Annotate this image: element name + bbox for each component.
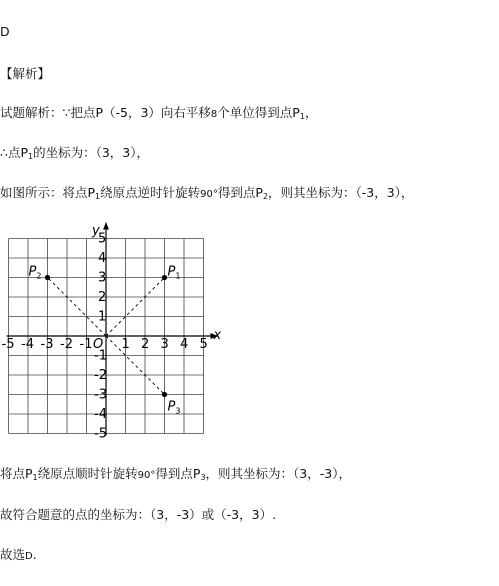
line1-part-a: 试题解析：∵把点P（-5，3）向右平移 bbox=[0, 105, 211, 120]
x-tick-label: -2 bbox=[60, 337, 73, 352]
solution-line-4 bbox=[0, 464, 351, 482]
line1-part-b: 个单位得到点P bbox=[217, 105, 300, 120]
line2-subscript: 1 bbox=[28, 152, 34, 161]
y-tick-label: 4 bbox=[98, 251, 107, 266]
answer-text: D bbox=[0, 24, 10, 39]
x-axis-label: x bbox=[213, 328, 222, 343]
solution-line-1 bbox=[0, 103, 317, 121]
x-tick-label: 4 bbox=[180, 337, 189, 352]
line1-part-c: ， bbox=[304, 105, 318, 120]
x-tick-label: 2 bbox=[141, 337, 150, 352]
dashed-segment-p1 bbox=[106, 278, 165, 337]
origin-label: O bbox=[93, 337, 104, 352]
x-tick-label: 1 bbox=[121, 337, 130, 352]
line4-degree: 90° bbox=[137, 470, 156, 481]
y-axis-arrow bbox=[103, 223, 109, 230]
line2-part-a: ∴点P bbox=[0, 145, 28, 160]
solution-line-3 bbox=[0, 183, 413, 201]
point-p1 bbox=[162, 275, 167, 280]
point-label-subscript: 3 bbox=[175, 406, 181, 416]
line3-part-b: 绕原点逆时针旋转 bbox=[100, 185, 201, 200]
solution-line-2 bbox=[0, 143, 149, 161]
dashed-segment-p3 bbox=[106, 336, 165, 395]
y-tick-label: 5 bbox=[98, 231, 107, 247]
x-tick-label: -1 bbox=[79, 337, 93, 352]
line3-subscript-2: 2 bbox=[262, 192, 269, 201]
line2-part-b: 的坐标为：（3，3）， bbox=[33, 145, 149, 160]
line3-part-a: 如图所示：将点P bbox=[0, 185, 96, 200]
point-label-p1: $P_1$ bbox=[167, 264, 181, 281]
line4-part-c: 得到点P bbox=[155, 466, 201, 481]
line4-subscript-1: 1 bbox=[32, 473, 38, 482]
point-label-p2: $P_2$ bbox=[28, 264, 42, 281]
line6-part-a: 故选 bbox=[0, 547, 26, 562]
line4-subscript-2: 3 bbox=[200, 473, 206, 482]
x-tick-label: -4 bbox=[21, 337, 34, 352]
line6-answer: D bbox=[25, 551, 33, 562]
y-tick-label: -5 bbox=[94, 426, 107, 442]
dashed-segment-p2 bbox=[48, 278, 107, 337]
point-label-subscript: 1 bbox=[175, 271, 181, 281]
point-p3 bbox=[162, 392, 167, 397]
coordinate-plane bbox=[0, 222, 230, 446]
y-axis-label: y bbox=[92, 223, 100, 239]
y-tick-label: -2 bbox=[94, 368, 107, 383]
point-label-subscript: 2 bbox=[36, 271, 42, 281]
x-tick-label: -3 bbox=[40, 337, 54, 352]
point-p2 bbox=[45, 275, 50, 280]
line3-subscript-1: 1 bbox=[95, 192, 101, 201]
line3-degree: 90° bbox=[200, 189, 218, 200]
solution-line-6 bbox=[0, 545, 37, 563]
y-tick-label: -1 bbox=[94, 348, 107, 364]
line6-part-c: . bbox=[32, 547, 37, 562]
line4-part-d: ，则其坐标为：（3，-3）， bbox=[205, 466, 351, 481]
x-tick-label: -5 bbox=[1, 337, 15, 352]
x-tick-label: 3 bbox=[160, 337, 169, 352]
y-tick-label: -3 bbox=[94, 387, 107, 403]
y-tick-label: 1 bbox=[98, 309, 107, 325]
line1-subscript: 1 bbox=[299, 112, 305, 121]
line4-part-b: 绕原点顺时针旋转 bbox=[37, 466, 138, 481]
line1-number: 8 bbox=[210, 109, 218, 120]
point-label-p3: $P_3$ bbox=[167, 399, 181, 416]
line4-part-a: 将点P bbox=[0, 466, 33, 481]
y-tick-label: 3 bbox=[98, 270, 107, 286]
y-tick-label: -4 bbox=[94, 407, 107, 422]
line3-part-d: ，则其坐标为：（-3，3）， bbox=[268, 185, 414, 200]
section-title: 【解析】 bbox=[0, 66, 51, 81]
line3-part-c: 得到点P bbox=[217, 185, 263, 200]
x-tick-label: 5 bbox=[199, 337, 208, 352]
y-tick-label: 2 bbox=[98, 290, 107, 305]
solution-line-5: 故符合题意的点的坐标为：（3，-3）或（-3，3）. bbox=[0, 507, 277, 522]
